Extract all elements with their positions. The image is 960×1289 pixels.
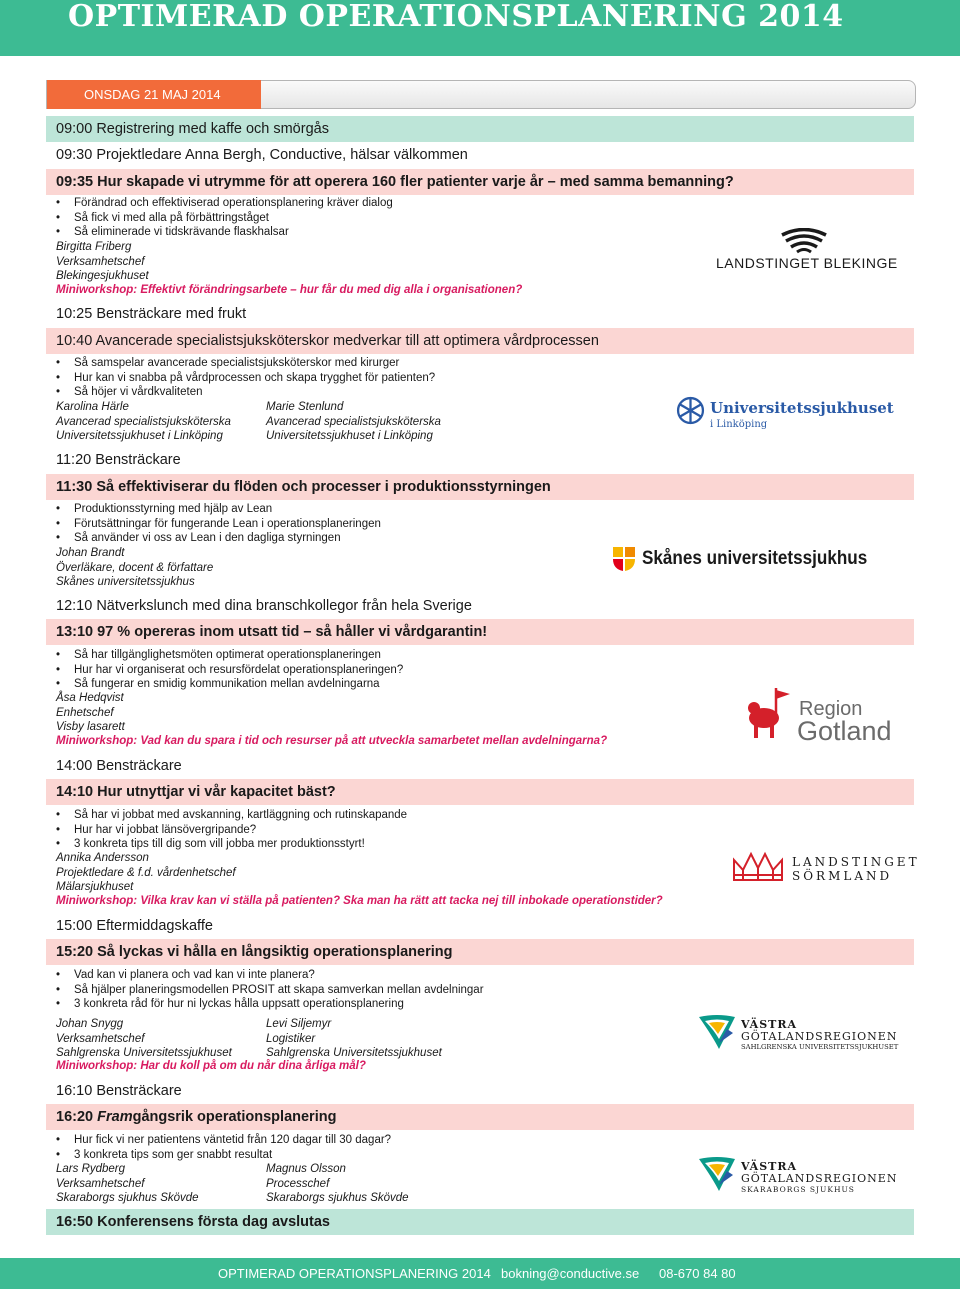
speaker-role: Verksamhetschef [56,1177,145,1190]
speaker-role: Projektledare & f.d. vårdenhetschef [56,866,236,879]
speaker-block [56,691,125,735]
session-break-1025: 10:25 Bensträckare med frukt [56,306,247,322]
speaker-org: Skaraborgs sjukhus Skövde [266,1192,409,1205]
speaker-name: Johan Snygg [56,1018,124,1030]
bullet-list-1040 [56,356,435,400]
miniworkshop-0935: Miniworkshop: Effektivt förändringsarbete – hur får du med dig alla i organisationen? [56,284,523,296]
bullet-list-0935 [56,196,393,240]
bullet-list-1520 [56,968,484,1012]
speaker-org: Visby lasarett [56,721,125,734]
logo-text: VÄSTRA [741,1160,798,1173]
speaker-role: Avancerad specialistsjuksköterska [266,415,441,428]
session-break-1610: 16:10 Bensträckare [56,1083,182,1099]
speaker-org: Blekingesjukhuset [56,270,149,283]
speaker-block [56,1017,232,1061]
speaker-block [266,1162,409,1206]
title-part: 16:20 [56,1109,98,1125]
logo-text: LANDSTINGET [792,855,920,869]
list-item: • Hur kan vi snabba på vårdprocessen och skapa trygghet för patienten? [56,371,435,386]
speaker-org: Universitetssjukhuset i Linköping [266,430,433,443]
logo-text: VÄSTRA [741,1018,798,1031]
session-title-1410: 14:10 Hur utnyttjar vi vår kapacitet bäst? [46,779,914,805]
session-title-1130: 11:30 Så effektiviserar du flöden och processer i produktionsstyrningen [46,474,914,500]
speaker-block [56,400,231,444]
bullet-list-1310 [56,648,403,692]
logo-vgr-skaraborg [697,1155,898,1197]
logo-text: Universitetssjukhuset [710,399,894,417]
speaker-block [56,546,213,590]
list-item: • 3 konkreta råd för hur ni lyckas hålla uppsatt operationsplanering [56,997,484,1012]
page-header [0,0,960,56]
speaker-name: Levi Siljemyr [266,1018,332,1030]
session-registration: 09:00 Registrering med kaffe och smörgås [46,116,914,142]
crown-icon [731,848,785,884]
speaker-name: Birgitta Friberg [56,241,132,253]
logo-text: i Linköping [710,419,768,430]
speaker-block [56,851,236,895]
session-title-1310: 13:10 97 % opereras inom utsatt tid – så håller vi vårdgarantin! [46,619,914,645]
list-item: • Vad kan vi planera och vad kan vi inte planera? [56,968,484,983]
list-item: • Förutsättningar för fungerande Lean i operationsplaneringen [56,517,381,532]
session-title-1620 [46,1104,914,1130]
speaker-org: Sahlgrenska Universitetssjukhuset [56,1047,232,1060]
speaker-org: Skånes universitetssjukhus [56,576,195,589]
footer-email-link[interactable]: bokning@conductive.se [501,1266,640,1281]
list-item: • Hur har vi organiserat och resursfördelat operationsplaneringen? [56,663,403,678]
bullet-list-1410 [56,808,407,852]
speaker-org: Mälarsjukhuset [56,881,134,894]
list-item: • Så fungerar en smidig kommunikation mellan avdelningarna [56,677,403,692]
speaker-org: Universitetssjukhuset i Linköping [56,430,223,443]
title-emphasis: Fram [97,1109,133,1125]
miniworkshop-1410: Miniworkshop: Vilka krav kan vi ställa på patienten? Ska man ha rätt att tacka nej till inbokade operationstider? [56,895,663,907]
speaker-name: Magnus Olsson [266,1163,346,1175]
title-part: gångsrik operationsplanering [132,1109,337,1125]
list-item: • Så samspelar avancerade specialistsjuksköterskor med kirurger [56,356,435,371]
speaker-role: Processchef [266,1177,330,1190]
speaker-org: Sahlgrenska Universitetssjukhuset [266,1047,442,1060]
speaker-block [56,1162,199,1206]
footer-phone: 08-670 84 80 [659,1266,736,1281]
list-item: • Så använder vi oss av Lean i den dagliga styrningen [56,531,381,546]
page-footer [0,1258,960,1289]
logo-landstinget-sormland [731,848,920,886]
logo-text: Gotland [797,716,892,746]
session-coffee-1500: 15:00 Eftermiddagskaffe [56,918,213,934]
bullet-list-1130 [56,502,381,546]
session-break-1120: 11:20 Bensträckare [56,452,181,468]
speaker-name: Åsa Hedqvist [56,692,124,704]
vgr-swoosh-icon [697,1155,737,1195]
session-lunch-1210: 12:10 Nätverkslunch med dina branschkollegor från hela Sverige [56,598,472,614]
list-item: • 3 konkreta tips till dig som vill jobba mer produktionsstyrt! [56,837,407,852]
footer-title: OPTIMERAD OPERATIONSPLANERING 2014 [218,1266,491,1281]
logo-text: Skånes universitetssjukhus [642,548,868,569]
speaker-org: Skaraborgs sjukhus Skövde [56,1192,199,1205]
list-item: • Så fick vi med alla på förbättringståget [56,211,393,226]
list-item: • Så hjälper planeringsmodellen PROSIT att skapa samverkan mellan avdelningar [56,983,484,998]
speaker-role: Överläkare, docent & författare [56,561,214,574]
logo-skanes-universitetssjukhus [611,545,893,575]
list-item: • Så har vi jobbat med avskanning, kartläggning och rutinskapande [56,808,407,823]
logo-text: SKARABORGS SJUKHUS [741,1185,855,1194]
logo-region-gotland [746,686,896,746]
speaker-role: Enhetschef [56,706,114,719]
page-title: OPTIMERAD OPERATIONSPLANERING 2014 [68,0,844,34]
speaker-role: Avancerad specialistsjuksköterska [56,415,231,428]
speaker-block [56,240,149,284]
snowflake-icon [676,396,705,425]
session-welcome: 09:30 Projektledare Anna Bergh, Conductive, hälsar välkommen [56,147,468,163]
session-title-1040: 10:40 Avancerade specialistsjuksköterskor medverkar till att optimera vårdprocessen [46,328,914,354]
list-item: • Hur har vi jobbat länsövergripande? [56,823,407,838]
list-item: • Produktionsstyrning med hjälp av Lean [56,502,381,517]
list-item: • Förändrad och effektiviserad operationsplanering kräver dialog [56,196,393,211]
logo-text: SAHLGRENSKA UNIVERSITETSSJUKHUSET [741,1043,899,1051]
list-item: • Hur fick vi ner patientens väntetid från 120 dagar till 30 dagar? [56,1133,391,1148]
logo-vgr-sahlgrenska [697,1013,905,1055]
speaker-name: Annika Andersson [56,852,149,864]
list-item: • Så höjer vi vårdkvaliteten [56,385,435,400]
speaker-role: Logistiker [266,1032,316,1045]
speaker-role: Verksamhetschef [56,1032,145,1045]
logo-text: Region [799,698,863,720]
speaker-name: Marie Stenlund [266,401,344,413]
sun-icon [611,545,637,573]
logo-landstinget-blekinge [716,228,896,274]
logo-text: GÖTALANDSREGIONEN [741,1172,898,1185]
miniworkshop-1310: Miniworkshop: Vad kan du spara i tid och resurser på att utveckla samarbetet mellan avdelningarna? [56,735,608,747]
logo-universitetssjukhuset-linkoping [676,395,894,433]
vgr-swoosh-icon [697,1013,737,1053]
session-title-1520: 15:20 Så lyckas vi hålla en långsiktig operationsplanering [46,939,914,965]
ram-icon [746,686,794,742]
miniworkshop-1520: Miniworkshop: Har du koll på om du når dina årliga mål? [56,1060,366,1072]
speaker-name: Johan Brandt [56,547,125,559]
speaker-block [266,400,441,444]
speaker-name: Karolina Härle [56,401,129,413]
logo-text: LANDSTINGET BLEKINGE [716,255,898,271]
day-tab-bar [46,80,916,109]
session-end-1650: 16:50 Konferensens första dag avslutas [46,1209,914,1235]
bullet-list-1620 [56,1133,391,1162]
speaker-block [266,1017,442,1061]
session-title-0935: 09:35 Hur skapade vi utrymme för att operera 160 fler patienter varje år – med samma bemanning? [46,169,914,195]
session-break-1400: 14:00 Bensträckare [56,758,182,774]
list-item: • Så eliminerade vi tidskrävande flaskhalsar [56,225,393,240]
day-tab[interactable]: ONSDAG 21 MAJ 2014 [47,80,261,109]
speaker-name: Lars Rydberg [56,1163,126,1175]
crown-arcs-icon [779,228,829,254]
list-item: • Så har tillgänglighetsmöten optimerat operationsplaneringen [56,648,403,663]
speaker-role: Verksamhetschef [56,255,145,268]
list-item: • 3 konkreta tips som ger snabbt resultat [56,1148,391,1163]
logo-text: SÖRMLAND [792,869,893,883]
logo-text: GÖTALANDSREGIONEN [741,1030,898,1043]
